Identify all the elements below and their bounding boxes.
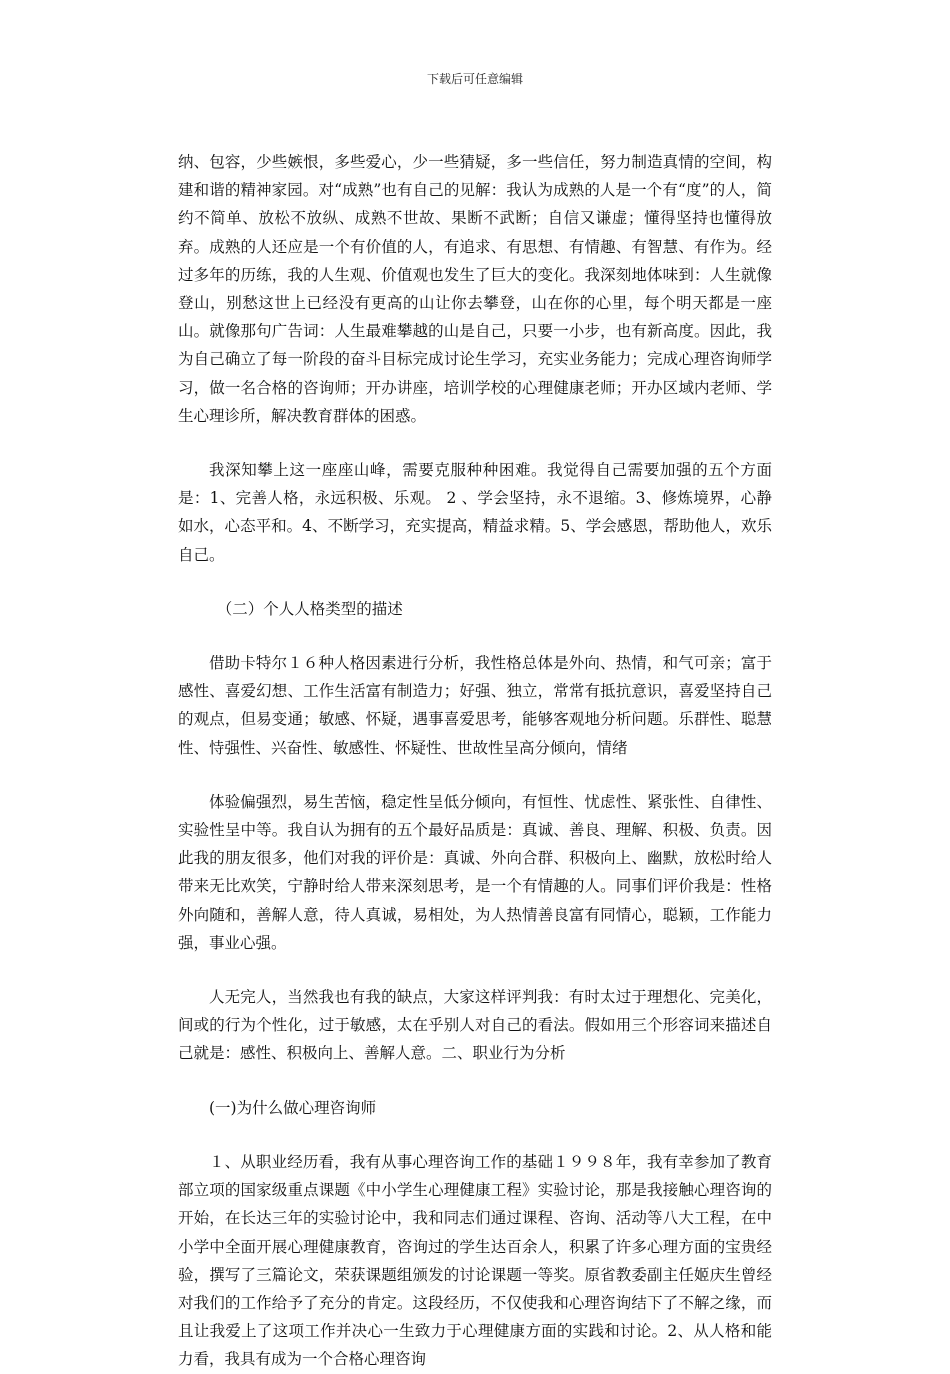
document-body	[178, 148, 772, 1374]
page-header: 下载后可任意编辑	[426, 72, 523, 86]
paragraph-improvement-areas: 我深知攀上这一座座山峰，需要克服种种困难。我觉得自己需要加强的五个方面是：1、完善人格，永远积极、乐观。 2 、学会坚持，永不退缩。3、修炼境界，心静如水，心态平和。4、不断学习，充实提高，精益求精。5、学会感恩，帮助他人，欢乐自己。	[178, 461, 772, 564]
section-heading-personality-type: （二）个人人格类型的描述	[216, 599, 403, 618]
paragraph-personality-qualities: 体验偏强烈，易生苦恼，稳定性呈低分倾向，有恒性、忧虑性、紧张性、自律性、实验性呈中等。我自认为拥有的五个最好品质是：真诚、善良、理解、积极、负责。因此我的朋友很多，他们对我的评价是：真诚、外向合群、积极向上、幽默，放松时给人带来无比欢笑，宁静时给人带来深刻思考，是一个有情趣的人。同事们评价我是：性格外向随和，善解人意，待人真诚，易相处，为人热情善良富有同情心，聪颖，工作能力强，事业心强。	[178, 792, 772, 952]
paragraph-shortcomings: 人无完人，当然我也有我的缺点，大家这样评判我：有时太过于理想化、完美化，间或的行为个性化，过于敏感，太在乎别人对自己的看法。假如用三个形容词来描述自己就是：感性、积极向上、善解人意。二、职业行为分析	[178, 988, 772, 1063]
paragraph-career-experience: １、从职业经历看，我有从事心理咨询工作的基础１９９８年，我有幸参加了教育部立项的国家级重点课题《中小学生心理健康工程》实验讨论，那是我接触心理咨询的开始，在长达三年的实验讨论中，我和同志们通过课程、咨询、活动等八大工程，在中小学中全面开展心理健康教育，咨询过的学生达百余人，积累了许多心理方面的宝贵经验，撰写了三篇论文，荣获课题组颁发的讨论课题一等奖。原省教委副主任姬庆生曾经对我们的工作给予了充分的肯定。这段经历，不仅使我和心理咨询结下了不解之缘，而且让我爱上了这项工作并决心一生致力于心理健康方面的实践和讨论。2、从人格和能力看，我具有成为一个合格心理咨询	[178, 1152, 772, 1369]
section-heading-why-counselor: (一)为什么做心理咨询师	[209, 1098, 377, 1117]
paragraph-values-maturity: 纳、包容，少些嫉恨，多些爱心，少一些猜疑，多一些信任，努力制造真情的空间，构建和谐的精神家园。对“成熟”也有自己的见解：我认为成熟的人是一个有“度”的人，简约不简单、放松不放纵、成熟不世故、果断不武断；自信又谦虚；懂得坚持也懂得放弃。成熟的人还应是一个有价值的人，有追求、有思想、有情趣、有智慧、有作为。经过多年的历练，我的人生观、价值观也发生了巨大的变化。我深刻地体味到：人生就像登山，别愁这世上已经没有更高的山让你去攀登，山在你的心里，每个明天都是一座山。就像那句广告词：人生最难攀越的山是自己，只要一小步，也有新高度。因此，我为自己确立了每一阶段的奋斗目标完成讨论生学习，充实业务能力；完成心理咨询师学习，做一名合格的咨询师；开办讲座，培训学校的心理健康老师；开办区域内老师、学生心理诊所，解决教育群体的困惑。	[178, 153, 772, 425]
paragraph-cattell-analysis: 借助卡特尔１６种人格因素进行分析，我性格总体是外向、热情，和气可亲；富于感性、喜爱幻想、工作生活富有制造力；好强、独立，常常有抵抗意识，喜爱坚持自己的观点，但易变通；敏感、怀疑，遇事喜爱思考，能够客观地分析问题。乐群性、聪慧性、恃强性、兴奋性、敏感性、怀疑性、世故性呈高分倾向，情绪	[178, 654, 772, 757]
